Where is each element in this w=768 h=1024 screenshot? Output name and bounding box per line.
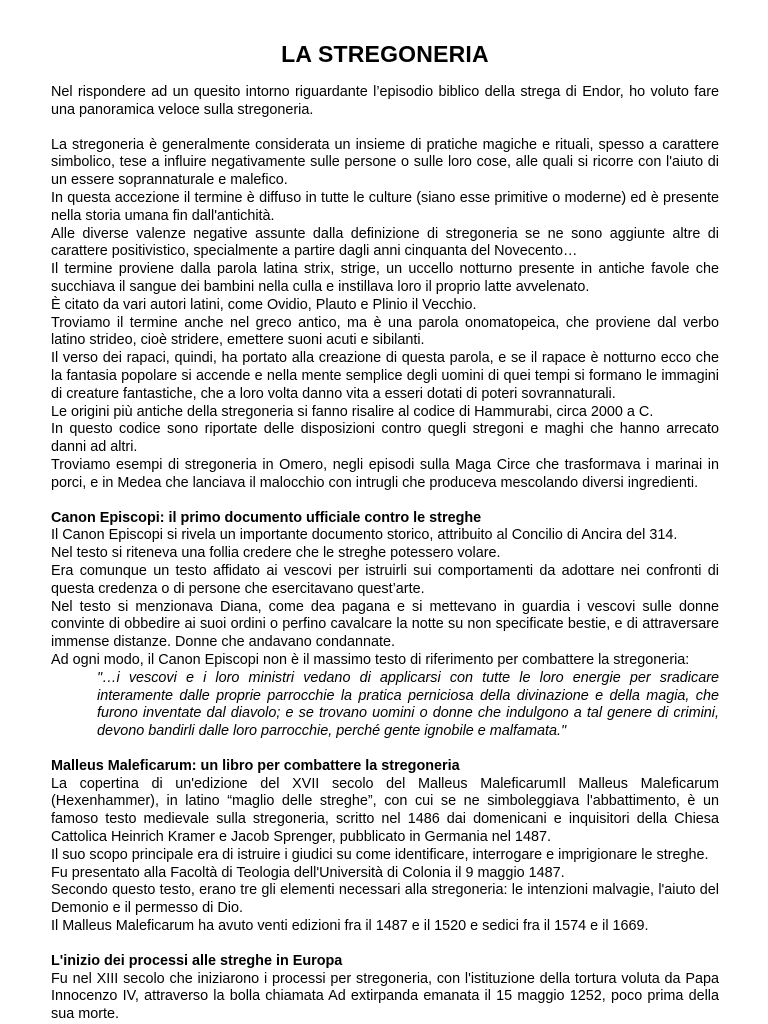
paragraph: Fu nel XIII secolo che iniziarono i processi per stregoneria, con l'istituzione della tortura voluta da Papa Innocenzo IV, attraverso la bolla chiamata Ad extirpanda emanata il 15 maggio 1252, poco prima della sua morte. (51, 970, 719, 1023)
paragraph: Il termine proviene dalla parola latina strix, strige, un uccello notturno presente in antiche favole che succhiava il sangue dei bambini nella culla e instillava loro il proprio latte avvelenato. (51, 261, 719, 295)
spacer (51, 120, 719, 137)
paragraph: Ad ogni modo, il Canon Episcopi non è il massimo testo di riferimento per combattere la stregoneria: (51, 651, 690, 668)
paragraph: Troviamo esempi di stregoneria in Omero, negli episodi sulla Maga Circe che trasformava i marinai in porci, e in Medea che lanciava il malocchio con intrugli che produceva mescolando diversi ingredienti. (51, 456, 719, 491)
paragraph: Fu presentato alla Facoltà di Teologia dell'Università di Colonia il 9 maggio 1487. (51, 864, 565, 881)
section-heading: Malleus Maleficarum: un libro per combattere la stregoneria (51, 757, 460, 774)
page-title: LA STREGONERIA (281, 41, 489, 67)
section-stregoneria (51, 137, 719, 493)
paragraph: Il Malleus Maleficarum ha avuto venti edizioni fra il 1487 e il 1520 e sedici fra il 1574 e il 1669. (51, 918, 649, 935)
paragraph: Alle diverse valenze negative assunte dalla definizione di stregoneria se ne sono aggiunte altre di carattere positivistico, specialmente a partire dagli anni cinquanta del Novecento… (51, 225, 719, 260)
paragraph: Secondo questo testo, erano tre gli elementi necessari alla stregoneria: le intenzioni malvagie, l'aiuto del Demonio e il permesso di Dio. (51, 882, 719, 917)
paragraph: Era comunque un testo affidato ai vescovi per istruirli sui comportamenti da adottare nei confronti di questa credenza o di persone che esercitavano quest’arte. (51, 562, 719, 597)
section-heading: Canon Episcopi: il primo documento ufficiale contro le streghe (51, 509, 482, 526)
section-processi (51, 953, 719, 1024)
spacer (51, 493, 719, 510)
section-heading: L'inizio dei processi alle streghe in Europa (51, 952, 343, 969)
paragraph: La stregoneria è generalmente considerata un insieme di pratiche magiche e rituali, spesso a carattere simbolico, tese a influire negativamente sulle persone o sulle loro cose, alle quali si ricorre con l'aiuto di un essere soprannaturale e malefico. (51, 136, 719, 189)
section-malleus (51, 758, 719, 936)
section-canon-episcopi (51, 510, 719, 741)
paragraph: In questa accezione il termine è diffuso in tutte le culture (siano esse primitive o moderne) ed è presente nella storia umana fin dall'antichità. (51, 189, 719, 224)
paragraph: La copertina di un'edizione del XVII secolo del Malleus MaleficarumIl Malleus Maleficarum (Hexenhammer), in latino “maglio delle streghe”, con cui se ne simboleggiava l'abbattimento, è un famoso testo medievale sulla stregoneria, scritto nel 1486 dai domenicani e inquisitori della Chiesa Cattolica Heinrich Kramer e Jacob Sprenger, pubblicato in Germania nel 1487. (51, 775, 719, 846)
spacer (51, 741, 719, 758)
document-page (51, 40, 719, 1024)
block-quote: "…i vescovi e i loro ministri vedano di applicarsi con tutte le loro energie per sradicare interamente dalle proprie parrocchie la pratica perniciosa della divinazione e della magia, che furono inventate dal diavolo; e se trovano uomini o donne che indulgono a tal genere di crimini, devono bandirli dalle loro parrocchie, perché gente ignobile e malfamata." (97, 669, 719, 740)
paragraph: Nel testo si menzionava Diana, come dea pagana e si mettevano in guardia i vescovi sulle donne convinte di obbedire ai suoi ordini o perfino cavalcare la notte su non specificate bestie, e di attraversare immense distanze. Donne che andavano condannate. (51, 598, 719, 651)
paragraph: Troviamo il termine anche nel greco antico, ma è una parola onomatopeica, che proviene dal verbo latino strideo, cioè stridere, emettere suoni acuti e sibilanti. (51, 314, 719, 349)
spacer (51, 936, 719, 953)
paragraph: Il suo scopo principale era di istruire i giudici su come identificare, interrogare e imprigionare le streghe. (51, 846, 709, 863)
paragraph: Il Canon Episcopi si rivela un importante documento storico, attribuito al Concilio di Ancira del 314. (51, 527, 678, 544)
paragraph: In questo codice sono riportate delle disposizioni contro quegli stregoni e maghi che hanno arrecato danni ad altri. (51, 421, 719, 456)
paragraph: Nel testo si riteneva una follia credere che le streghe potessero volare. (51, 545, 501, 562)
paragraph: Il verso dei rapaci, quindi, ha portato alla creazione di questa parola, e se il rapace è notturno ecco che la fantasia popolare si accende e nella mente semplice degli uomini di quei tempi si formano le immagini di creature fantastiche, che a loro volta danno vita a esseri dotati di poteri sovrannaturali. (51, 350, 719, 402)
paragraph: Le origini più antiche della stregoneria si fanno risalire al codice di Hammurabi, circa 2000 a C. (51, 403, 654, 420)
intro-paragraph: Nel rispondere ad un quesito intorno riguardante l’episodio biblico della strega di Endor, ho voluto fare una panoramica veloce sulla stregoneria. (51, 84, 719, 118)
paragraph: È citato da vari autori latini, come Ovidio, Plauto e Plinio il Vecchio. (51, 296, 477, 313)
